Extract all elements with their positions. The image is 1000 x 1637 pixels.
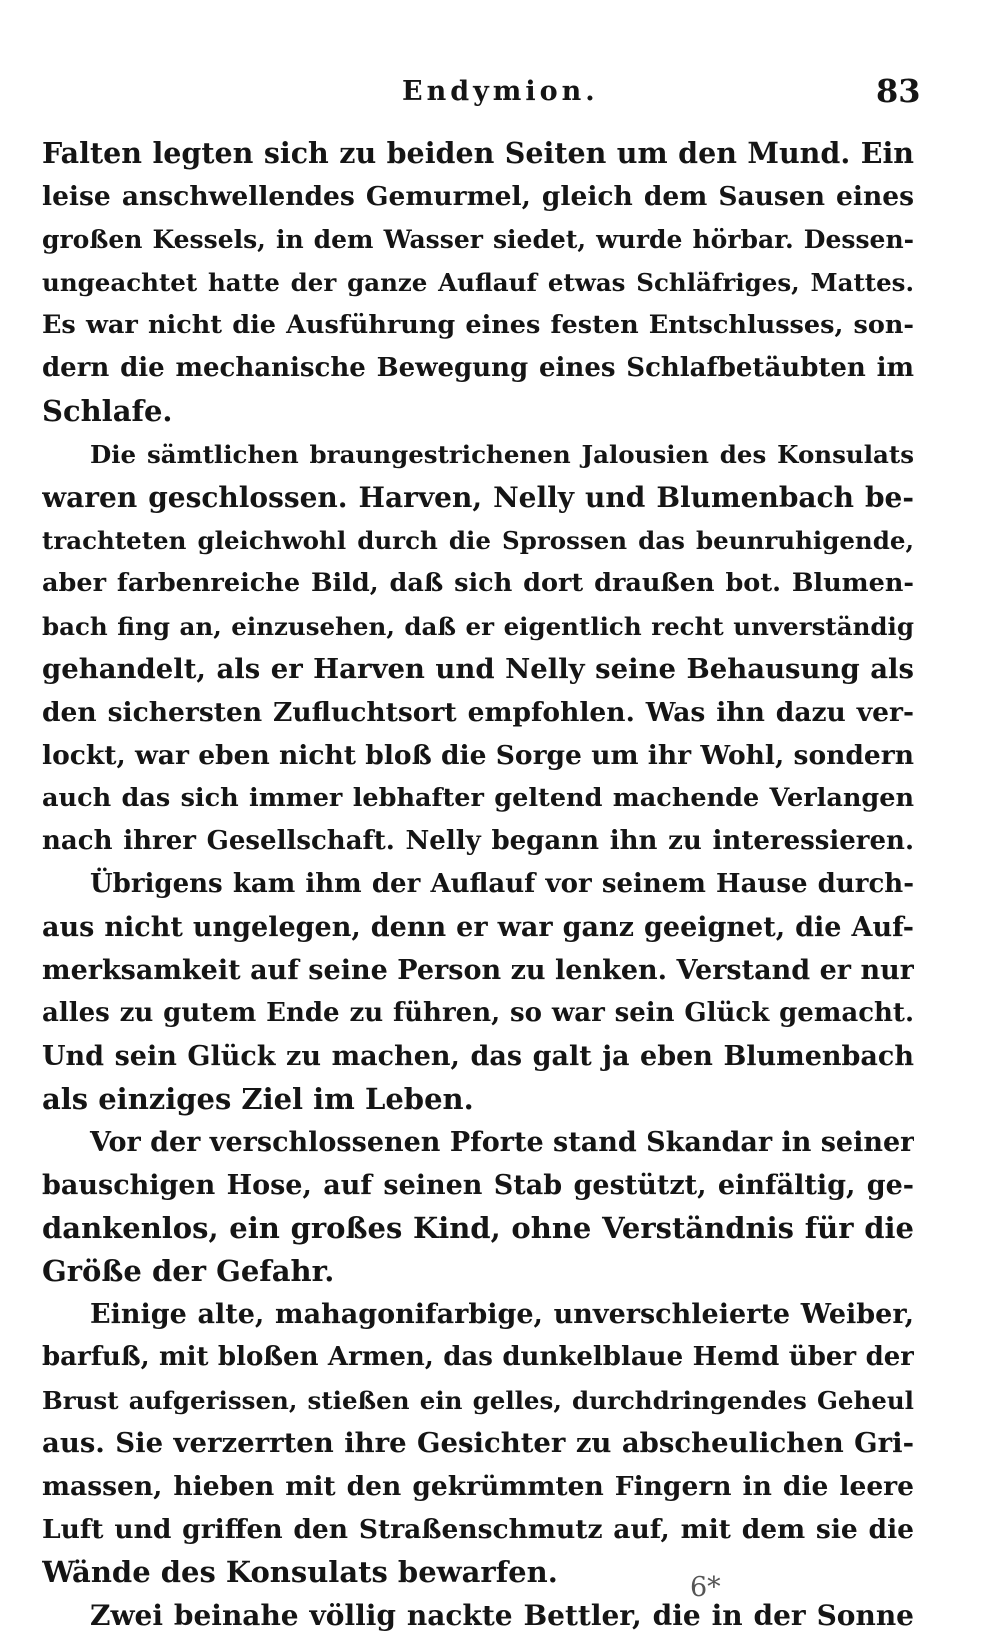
text-line: Vor der verschlossenen Pforte stand Skandar in seiner bbox=[90, 1127, 914, 1158]
text-line: merksamkeit auf seine Person zu lenken. Verstand er nur bbox=[42, 955, 914, 986]
text-line: ungeachtet hatte der ganze Auflauf etwas Schläfriges, Mattes. bbox=[42, 268, 914, 297]
text-line: waren geschlossen. Harven, Nelly und Blumenbach be- bbox=[42, 481, 914, 514]
text-line: bauschigen Hose, auf seinen Stab gestützt, einfältig, ge- bbox=[42, 1170, 914, 1201]
text-line: Übrigens kam ihm der Auflauf vor seinem Hause durch- bbox=[90, 869, 914, 899]
text-line: Zwei beinahe völlig nackte Bettler, die in der Sonne bbox=[90, 1599, 914, 1632]
text-line: Luft und griffen den Straßenschmutz auf, mit dem sie die bbox=[42, 1514, 914, 1545]
text-line: barfuß, mit bloßen Armen, das dunkelblaue Hemd über der bbox=[42, 1342, 914, 1372]
text-line: Wände des Konsulats bewarfen. bbox=[42, 1555, 558, 1589]
text-line: Falten legten sich zu beiden Seiten um den Mund. Ein bbox=[42, 136, 914, 170]
text-line: Größe der Gefahr. bbox=[42, 1254, 335, 1288]
text-line: Schlafe. bbox=[42, 394, 173, 428]
text-line: auch das sich immer lebhafter geltend machende Verlangen bbox=[42, 783, 914, 813]
text-line: gehandelt, als er Harven und Nelly seine Behausung als bbox=[42, 653, 914, 685]
text-line: bach fing an, einzusehen, daß er eigentlich recht unverständig bbox=[42, 612, 914, 641]
text-line: aus. Sie verzerrten ihre Gesichter zu abscheulichen Gri- bbox=[42, 1427, 914, 1459]
text-line: Einige alte, mahagonifarbige, unverschleierte Weiber, bbox=[90, 1299, 914, 1330]
text-line: alles zu gutem Ende zu führen, so war sein Glück gemacht. bbox=[42, 998, 914, 1028]
text-line: massen, hieben mit den gekrümmten Fingern in die leere bbox=[42, 1471, 914, 1502]
text-line: als einziges Ziel im Leben. bbox=[42, 1082, 474, 1116]
page-header bbox=[0, 72, 1000, 122]
text-line: Die sämtlichen braungestrichenen Jalousien des Konsulats bbox=[90, 440, 914, 469]
page-number: 83 bbox=[876, 72, 921, 110]
text-line: den sichersten Zufluchtsort empfohlen. Was ihn dazu ver- bbox=[42, 697, 914, 728]
text-line: Brust aufgerissen, stießen ein gelles, durchdringendes Geheul bbox=[42, 1386, 914, 1415]
text-line: Es war nicht die Ausführung eines festen Entschlusses, son- bbox=[42, 310, 914, 340]
text-line: dankenlos, ein großes Kind, ohne Verständnis für die bbox=[42, 1211, 914, 1245]
text-line: Und sein Glück zu machen, das galt ja eben Blumenbach bbox=[42, 1041, 914, 1072]
text-line: leise anschwellendes Gemurmel, gleich dem Sausen eines bbox=[42, 181, 914, 212]
text-line: aus nicht ungelegen, denn er war ganz geeignet, die Auf- bbox=[42, 912, 914, 943]
text-line: großen Kessels, in dem Wasser siedet, wurde hörbar. Dessen- bbox=[42, 225, 914, 254]
text-line: dern die mechanische Bewegung eines Schlafbetäubten im bbox=[42, 353, 914, 383]
text-line: aber farbenreiche Bild, daß sich dort draußen bot. Blumen- bbox=[42, 568, 914, 598]
body-text bbox=[42, 132, 914, 1637]
text-line: trachteten gleichwohl durch die Sprossen das beunruhigende, bbox=[42, 526, 914, 555]
signature-mark: 6* bbox=[690, 1572, 721, 1603]
text-line: lockt, war eben nicht bloß die Sorge um ihr Wohl, sondern bbox=[42, 740, 914, 771]
running-title: Endymion. bbox=[402, 76, 599, 107]
text-line: nach ihrer Gesellschaft. Nelly begann ihn zu interessieren. bbox=[42, 826, 914, 856]
